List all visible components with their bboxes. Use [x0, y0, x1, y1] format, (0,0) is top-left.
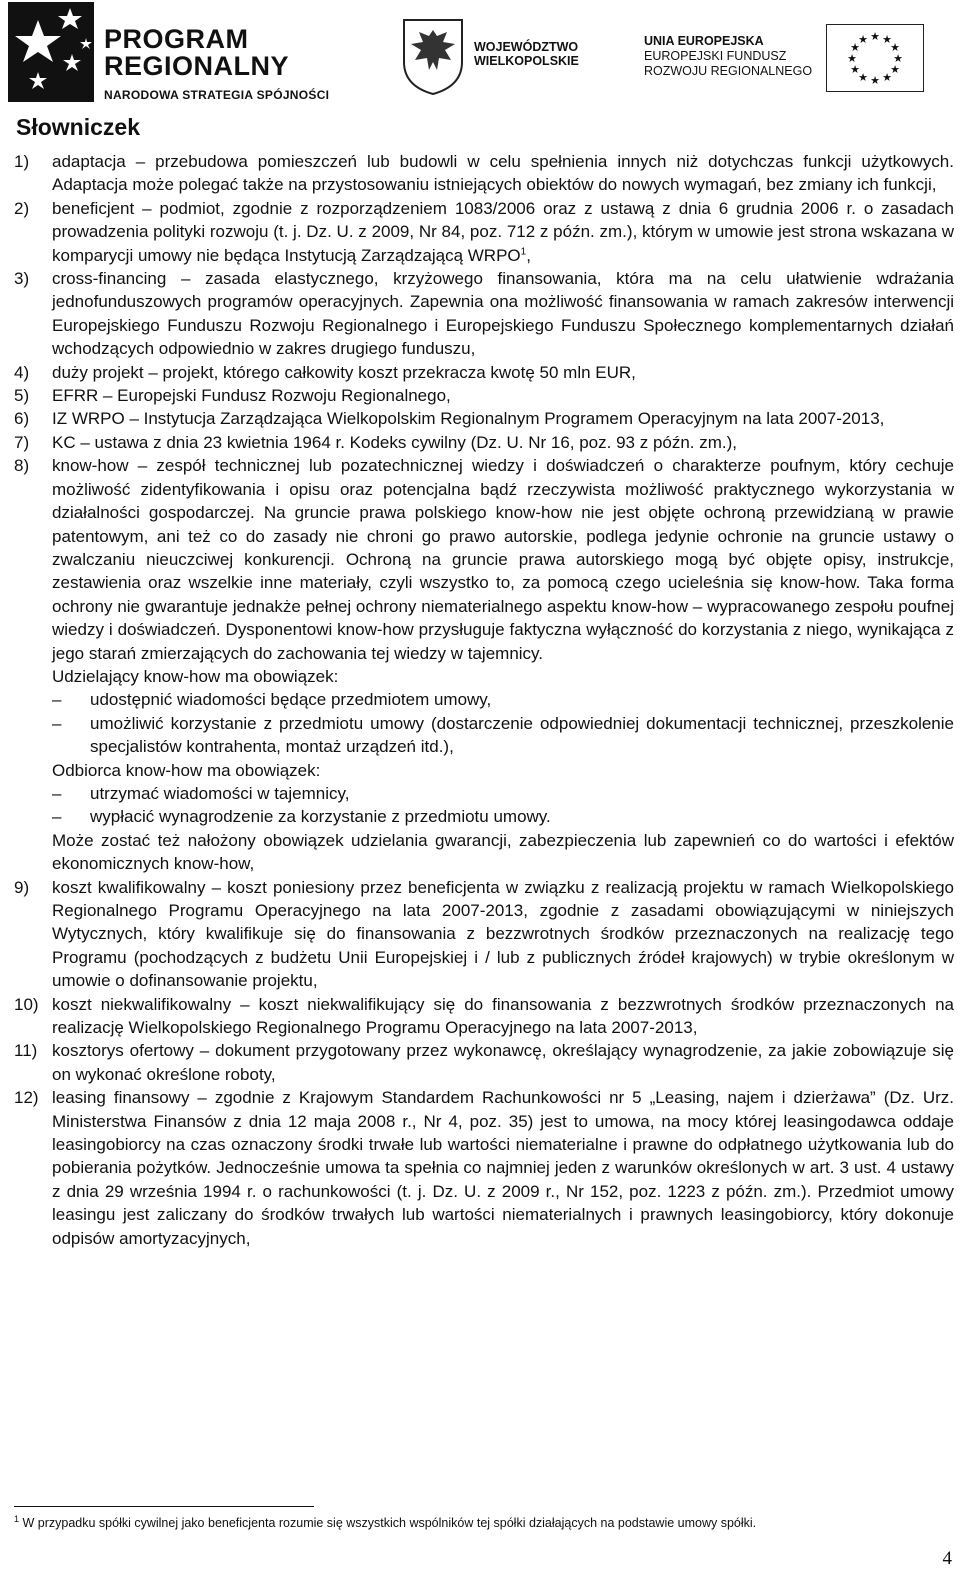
item-text: duży projekt – projekt, którego całkowity koszt przekracza kwotę 50 mln EUR, [52, 362, 636, 382]
dash-bullet: – [52, 690, 62, 710]
page-header [0, 0, 960, 112]
svg-text:★: ★ [850, 41, 860, 54]
footnote [14, 1513, 757, 1530]
glossary-item-11 [14, 1039, 954, 1086]
dash-text: umożliwić korzystanie z przedmiotu umowy (dostarczenie odpowiedniej dokumentacji technicznej, przeszkolenie specjalistów kontrahenta, montaż urządzeń itd.), [90, 713, 954, 757]
eu-flag-icon [826, 24, 924, 92]
svg-text:★: ★ [850, 63, 860, 76]
footnote-mark: 1 [14, 1513, 20, 1524]
svg-text:★: ★ [870, 74, 880, 87]
item-text: KC – ustawa z dnia 23 kwietnia 1964 r. Kodeks cywilny (Dz. U. Nr 16, poz. 93 z późn. zm.), [52, 432, 738, 452]
glossary-item-2 [14, 197, 954, 267]
item-number: 2) [14, 198, 30, 218]
item-number: 6) [14, 409, 30, 429]
item-text: IZ WRPO – Instytucja Zarządzająca Wielkopolskim Regionalnym Programem Operacyjnym na lata 2007-2013, [52, 409, 885, 429]
svg-text:★: ★ [890, 63, 900, 76]
page-number: 4 [942, 1548, 952, 1569]
page-title: Słowniczek [16, 114, 140, 140]
program-star-logo-icon [8, 2, 94, 102]
program-regionalny-logo [8, 2, 338, 106]
svg-text:★: ★ [882, 71, 892, 84]
glossary-list [14, 150, 954, 1250]
item-text: koszt niekwalifikowalny – koszt niekwalifikujący się do finansowania z bezzwrotnych środków przeznaczonych na realizację Wielkopolskiego Regionalnego Programu Operacyjnego na lata 2007-2013, [52, 994, 954, 1038]
item-8-closing: Może zostać też nałożony obowiązek udzielania gwarancji, zabezpieczenia lub zapewnień co do wartości i efektów ekonomicznych know-how, [52, 830, 954, 874]
item-number: 3) [14, 269, 30, 289]
recipient-duties-heading: Odbiorca know-how ma obowiązek: [52, 760, 321, 780]
item-number: 9) [14, 877, 30, 897]
ue-line3: ROZWOJU REGIONALNEGO [644, 64, 813, 78]
glossary-item-6 [14, 407, 954, 430]
item-number: 8) [14, 456, 30, 476]
item-number: 1) [14, 152, 30, 171]
program-subtitle: NARODOWA STRATEGIA SPÓJNOŚCI [104, 88, 330, 102]
dash-bullet: – [52, 807, 62, 827]
ue-line2: EUROPEJSKI FUNDUSZ [644, 49, 787, 63]
glossary-item-9 [14, 876, 954, 993]
dash-text: udostępnić wiadomości będące przedmiotem umowy, [90, 690, 492, 710]
glossary-item-5 [14, 384, 954, 407]
dash-item [14, 688, 954, 711]
dash-bullet: – [52, 713, 62, 733]
dash-text: wypłacić wynagrodzenie za korzystanie z przedmiotu umowy. [90, 807, 551, 827]
dash-bullet: – [52, 783, 62, 803]
glossary-item-3 [14, 267, 954, 361]
item-number: 10) [14, 994, 39, 1014]
item-text: cross-financing – zasada elastycznego, krzyżowego finansowania, która ma na celu ułatwienie wdrażania jednofunduszowych programów operacyjnych. Zapewnia ona możliwość finansowania w ramach zakresów interwencji Europejskiego Funduszu Rozwoju Regionalnego i Europejskiego Funduszu Społecznego komplementarnych działań wchodzących odpowiednio w zakres drugiego funduszu, [52, 269, 954, 359]
glossary-item-10 [14, 993, 954, 1040]
footnote-text: W przypadku spółki cywilnej jako beneficjenta rozumie się wszystkich wspólników tej spółki działających na podstawie umowy spółki. [22, 1516, 757, 1530]
glossary-item-4 [14, 361, 954, 384]
glossary-item-12 [14, 1086, 954, 1250]
ue-line1: UNIA EUROPEJSKA [644, 34, 764, 48]
dash-item [14, 782, 954, 805]
item-text-end: , [526, 245, 531, 265]
svg-text:★: ★ [870, 30, 880, 43]
item-number: 4) [14, 362, 30, 382]
program-line2: REGIONALNY [104, 51, 290, 81]
glossary-item-7 [14, 431, 954, 454]
glossary-item-1 [14, 150, 954, 197]
wielkopolska-coat-of-arms-icon [400, 16, 466, 96]
svg-text:★: ★ [893, 52, 903, 65]
program-line1: PROGRAM [104, 24, 249, 54]
item-text: EFRR – Europejski Fundusz Rozwoju Regionalnego, [52, 386, 451, 406]
woj-line2: WIELKOPOLSKIE [474, 54, 579, 68]
dash-item [14, 805, 954, 828]
footnote-divider [14, 1506, 314, 1507]
svg-text:★: ★ [847, 52, 857, 65]
item-number: 7) [14, 432, 30, 452]
woj-line1: WOJEWÓDZTWO [474, 40, 579, 54]
dash-item [14, 712, 954, 759]
item-text: kosztorys ofertowy – dokument przygotowany przez wykonawcę, określający wynagrodzenie, za jakie zobowiązuje się on wykonać określone roboty, [52, 1041, 954, 1084]
glossary-item-8 [14, 454, 954, 665]
svg-text:★: ★ [882, 33, 892, 46]
item-text: koszt kwalifikowalny – koszt poniesiony przez beneficjenta w związku z realizacją projektu w ramach Wielkopolskiego Regionalnego Programu Operacyjnego na lata 2007-2013, zgodnie z zasadami obowiązującymi w niniejszych Wytycznych, który kwalifikuje się do finansowania z bezzwrotnych środków przeznaczonych na realizację tego Programu (pochodzących z budżetu Unii Europejskiej i / lub z publicznych źródeł krajowych) w trybie określonym w umowie o dofinansowanie projektu, [52, 877, 954, 991]
svg-text:★: ★ [858, 71, 868, 84]
item-number: 12) [14, 1088, 39, 1108]
footnote-ref: 1 [520, 245, 527, 257]
item-text: adaptacja – przebudowa pomieszczeń lub budowli w celu spełnienia innych niż dotychczas funkcji użytkowych. Adaptacja może polegać także na przystosowaniu istniejących obiektów do nowych wymagań, bez zmiany ich funkcji, [52, 152, 954, 195]
item-text: beneficjent – podmiot, zgodnie z rozporządzeniem 1083/2006 oraz z ustawą z dnia 6 grudnia 2006 r. o zasadach prowadzenia polityki rozwoju (t. j. Dz. U. z 2009, Nr 84, poz. 712 z późn. zm.), którym w umowie jest strona wskazana w komparycji umowy nie będąca Instytucją Zarządzającą WRPO [52, 198, 954, 265]
item-text: leasing finansowy – zgodnie z Krajowym Standardem Rachunkowości nr 5 „Leasing, najem i dzierżawa” (Dz. Urz. Ministerstwa Finansów z dnia 12 maja 2008 r., Nr 4, poz. 35) jest to umowa, na mocy której leasingodawca oddaje leasingobiorcy na czas oznaczony środki trwałe lub wartości niematerialne i prawne do odpłatnego użytkowania lub do pobierania pożytków. Jednocześnie umowa ta spełnia co najmniej jeden z warunków określonych w art. 3 ust. 4 ustawy z dnia 29 września 1994 r. o rachunkowości (t. j. Dz. U. z 2009 r., Nr 152, poz. 1223 z późn. zm.). Przedmiot umowy leasingu jest zaliczany do środków trwałych lub wartości niematerialnych i prawnych leasingobiorcy, który dokonuje odpisów amortyzacyjnych, [52, 1088, 954, 1248]
item-number: 5) [14, 386, 30, 406]
item-text: know-how – zespół technicznej lub pozatechnicznej wiedzy i doświadczeń o charakterze poufnym, który cechuje możliwość zidentyfikowania i opisu oraz potencjalna bądź rzeczywista możliwość praktycznego wykorzystania w działalności gospodarczej. Na gruncie prawa polskiego know-how nie jest objęte ochroną przewidzianą w prawie patentowym, ani też co do zasady nie chroni go prawo autorskie, podlega jedynie ochronie na gruncie ustawy o zwalczaniu nieuczciwej konkurencji. Ochroną na gruncie prawa autorskiego mogą być objęte opisy, instrukcje, zestawienia oraz wszelkie inne materiały, czyli wszystko to, za pomocą czego ucieleśnia się know-how. Taka forma ochrony nie gwarantuje jednakże pełnej ochrony niematerialnego aspektu know-how – wypracowanego zespołu poufnej wiedzy i doświadczeń. Dysponentowi know-how przysługuje faktyczna wyłączność do korzystania z niego, wynikająca z jego starań zmierzających do zachowania tej wiedzy w tajemnicy. [52, 456, 954, 663]
item-number: 11) [14, 1041, 38, 1061]
dash-text: utrzymać wiadomości w tajemnicy, [90, 783, 350, 803]
svg-text:★: ★ [890, 41, 900, 54]
provider-duties-heading: Udzielający know-how ma obowiązek: [52, 666, 339, 686]
svg-text:★: ★ [858, 33, 868, 46]
